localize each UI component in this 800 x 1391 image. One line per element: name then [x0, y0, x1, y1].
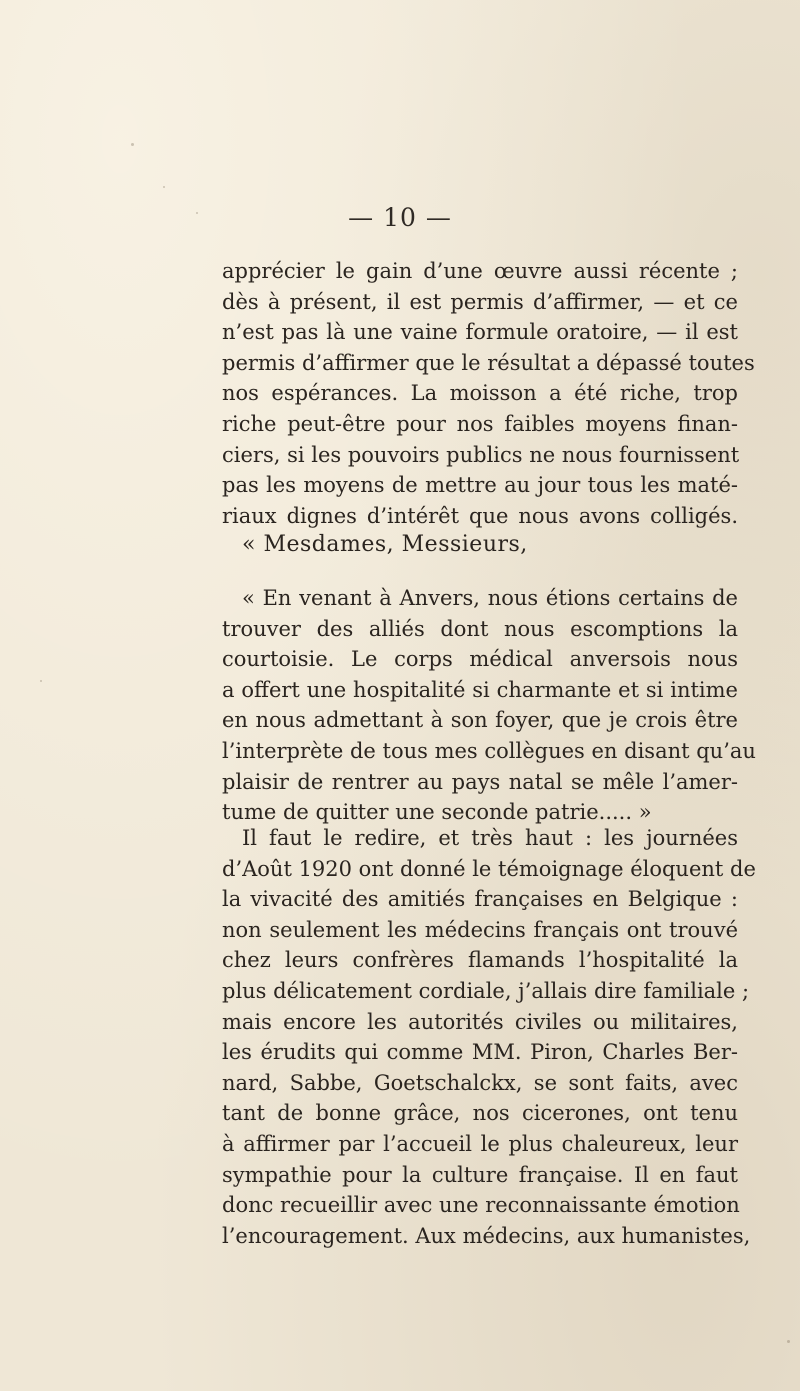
paragraph-line: riaux dignes d’intérêt que nous avons colligés. [222, 503, 738, 528]
paragraph-line: apprécier le gain d’une œuvre aussi récente ; [222, 259, 738, 283]
paragraph-line: courtoisie. Le corps médical anversois nous [222, 647, 738, 672]
paragraph-line: non seulement les médecins français ont trouvé [222, 917, 738, 942]
paragraph-line: « En venant à Anvers, nous étions certains de [242, 586, 738, 610]
paragraph-line: à affirmer par l’accueil le plus chaleureux, leur [222, 1131, 738, 1156]
paragraph-line: pas les moyens de mettre au jour tous les maté- [222, 473, 738, 498]
paper-speck [787, 1340, 790, 1343]
paragraph-line: sympathie pour la culture française. Il en faut [222, 1162, 738, 1187]
paragraph-line: l’interprète de tous mes collègues en disant qu’au [222, 738, 756, 763]
paragraph-line: chez leurs confrères flamands l’hospitalité la [222, 948, 738, 973]
paragraph-2 [222, 583, 756, 828]
paragraph-line: d’Août 1920 ont donné le témoignage éloquent de [222, 856, 756, 881]
paragraph-line: en nous admettant à son foyer, que je crois être [222, 708, 738, 733]
paragraph-line: tume de quitter une seconde patrie..... » [222, 800, 652, 825]
paper-speck [40, 680, 42, 682]
paragraph-line: mais encore les autorités civiles ou militaires, [222, 1009, 738, 1034]
paragraph-line: n’est pas là une vaine formule oratoire, — il est [222, 320, 738, 345]
paragraph-line: dès à présent, il est permis d’affirmer, — et ce [222, 289, 738, 314]
paragraph-line: les érudits qui comme MM. Piron, Charles Ber- [222, 1040, 738, 1065]
paragraph-line: nos espérances. La moisson a été riche, trop [222, 381, 738, 406]
paragraph-line: nard, Sabbe, Goetschalckx, se sont faits, avec [222, 1070, 738, 1095]
paper-speck [131, 143, 134, 146]
paragraph-line: la vivacité des amitiés françaises en Belgique : [222, 887, 738, 912]
salutation-heading: « Mesdames, Messieurs, [242, 532, 528, 557]
page-number: — 10 — [348, 203, 452, 232]
paragraph-line: ciers, si les pouvoirs publics ne nous fournissent [222, 442, 740, 467]
paragraph-1 [222, 256, 755, 531]
paragraph-line: tant de bonne grâce, nos cicerones, ont tenu [222, 1101, 738, 1126]
paragraph-line: donc recueillir avec une reconnaissante émotion [222, 1193, 740, 1218]
paper-speck [163, 186, 165, 188]
paragraph-line: riche peut-être pour nos faibles moyens finan- [222, 411, 738, 436]
paragraph-line: trouver des alliés dont nous escomptions la [222, 616, 738, 641]
paragraph-line: l’encouragement. Aux médecins, aux humanistes, [222, 1223, 751, 1248]
paragraph-line: Il faut le redire, et très haut : les journées [242, 826, 738, 850]
paragraph-line: plus délicatement cordiale, j’allais dire familiale ; [222, 978, 750, 1003]
paragraph-line: a offert une hospitalité si charmante et si intime [222, 677, 738, 702]
paragraph-3 [222, 823, 756, 1251]
paragraph-line: plaisir de rentrer au pays natal se mêle l’amer- [222, 769, 738, 794]
paragraph-line: permis d’affirmer que le résultat a dépassé toutes [222, 350, 755, 375]
